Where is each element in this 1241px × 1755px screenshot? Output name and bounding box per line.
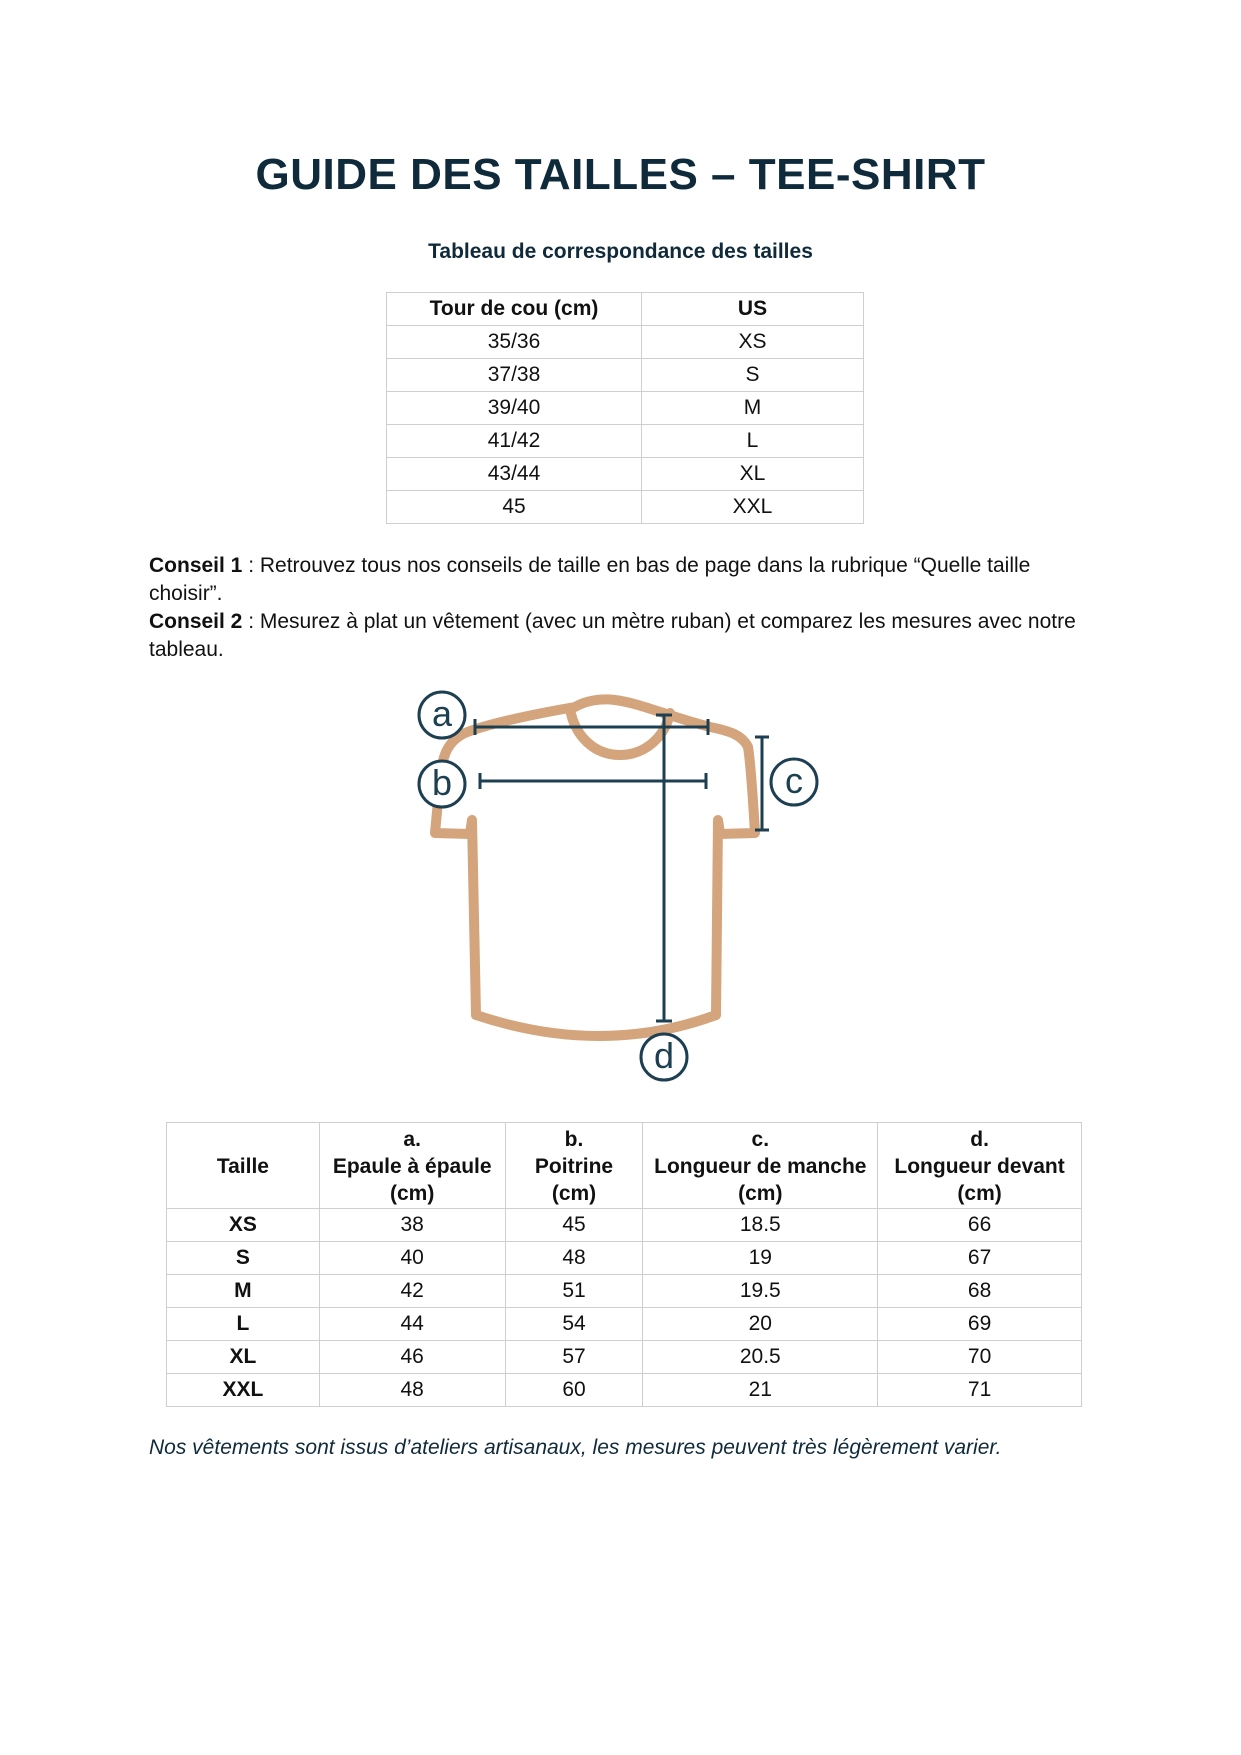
header-unit: (cm) <box>390 1182 435 1205</box>
table-row <box>167 1242 1082 1275</box>
artisanal-note: Nos vêtements sont issus d’ateliers artisanaux, les mesures peuvent très légèrement varier. <box>149 1436 1002 1459</box>
table-cell: 68 <box>878 1275 1082 1308</box>
table-cell: 35/36 <box>387 326 642 359</box>
table-cell: 20.5 <box>643 1341 878 1374</box>
table-cell: 57 <box>505 1341 643 1374</box>
table-cell: 71 <box>878 1374 1082 1407</box>
advice-2 <box>149 608 1089 664</box>
size-cell: XL <box>167 1341 320 1374</box>
tshirt-outline <box>435 699 755 1036</box>
size-cell: S <box>167 1242 320 1275</box>
table-cell: 67 <box>878 1242 1082 1275</box>
table-row <box>167 1275 1082 1308</box>
column-header: US <box>642 293 864 326</box>
size-cell: XS <box>167 1209 320 1242</box>
column-header-size <box>167 1123 320 1209</box>
table-cell: 45 <box>505 1209 643 1242</box>
size-correspondence-table <box>386 292 864 524</box>
table-cell: 51 <box>505 1275 643 1308</box>
header-name: Epaule à épaule <box>332 1155 492 1178</box>
advice-label: Conseil 1 <box>149 554 243 577</box>
table-cell: 18.5 <box>643 1209 878 1242</box>
tshirt-measurement-diagram <box>410 685 830 1105</box>
header-name: Longueur devant <box>894 1155 1065 1178</box>
tshirt-collar <box>570 709 670 755</box>
table-cell: 48 <box>319 1374 505 1407</box>
table-row <box>387 392 864 425</box>
table-cell: 41/42 <box>387 425 642 458</box>
table-cell: 44 <box>319 1308 505 1341</box>
table-cell: M <box>642 392 864 425</box>
table-cell: L <box>642 425 864 458</box>
table-row <box>387 425 864 458</box>
table-cell: 19.5 <box>643 1275 878 1308</box>
column-header-a <box>319 1123 505 1209</box>
header-letter: c. <box>751 1128 770 1151</box>
label-c: c <box>785 760 803 801</box>
table-cell: 46 <box>319 1341 505 1374</box>
measurements-table <box>166 1122 1082 1407</box>
header-letter: a. <box>403 1128 421 1151</box>
size-cell: L <box>167 1308 320 1341</box>
page-title: GUIDE DES TAILLES – TEE-SHIRT <box>255 150 986 199</box>
correspondence-table-title: Tableau de correspondance des tailles <box>428 240 813 263</box>
header-unit: (cm) <box>957 1182 1002 1205</box>
table-row <box>387 326 864 359</box>
table-cell: 69 <box>878 1308 1082 1341</box>
table-cell: 20 <box>643 1308 878 1341</box>
header-name: Taille <box>216 1155 269 1178</box>
table-cell: 66 <box>878 1209 1082 1242</box>
table-row <box>387 458 864 491</box>
advice-text: : Retrouvez tous nos conseils de taille en bas de page dans la rubrique “Quelle taille choisir”. <box>149 554 1031 605</box>
table-row <box>167 1341 1082 1374</box>
header-name: Longueur de manche <box>654 1155 867 1178</box>
table-row <box>167 1374 1082 1407</box>
table-row <box>167 1308 1082 1341</box>
label-d: d <box>653 1035 675 1076</box>
advice-text: : Mesurez à plat un vêtement (avec un mètre ruban) et comparez les mesures avec notre tableau. <box>149 610 1076 661</box>
header-unit: (cm) <box>738 1182 783 1205</box>
header-name: Poitrine <box>534 1155 614 1178</box>
table-cell: XXL <box>642 491 864 524</box>
column-header-b <box>505 1123 643 1209</box>
table-cell: 45 <box>387 491 642 524</box>
header-unit: (cm) <box>551 1182 597 1205</box>
label-b: b <box>431 762 453 803</box>
table-cell: 70 <box>878 1341 1082 1374</box>
table-cell: S <box>642 359 864 392</box>
measurement-lines <box>475 715 769 1021</box>
table-row <box>387 491 864 524</box>
table-cell: 37/38 <box>387 359 642 392</box>
label-a: a <box>431 693 453 734</box>
table-row <box>387 359 864 392</box>
column-header-d <box>878 1123 1082 1209</box>
table-cell: 39/40 <box>387 392 642 425</box>
table-cell: 54 <box>505 1308 643 1341</box>
table-cell: 43/44 <box>387 458 642 491</box>
table-cell: 38 <box>319 1209 505 1242</box>
table-cell: 60 <box>505 1374 643 1407</box>
table-cell: 21 <box>643 1374 878 1407</box>
size-cell: M <box>167 1275 320 1308</box>
table-cell: 42 <box>319 1275 505 1308</box>
table-cell: XS <box>642 326 864 359</box>
size-cell: XXL <box>167 1374 320 1407</box>
table-header-row <box>387 293 864 326</box>
header-letter: d. <box>970 1128 989 1151</box>
table-cell: 19 <box>643 1242 878 1275</box>
header-letter: b. <box>564 1128 584 1151</box>
table-cell: 48 <box>505 1242 643 1275</box>
table-header-row <box>167 1123 1082 1209</box>
column-header-c <box>643 1123 878 1209</box>
table-cell: XL <box>642 458 864 491</box>
table-row <box>167 1209 1082 1242</box>
advice-1 <box>149 552 1089 608</box>
table-cell: 40 <box>319 1242 505 1275</box>
advice-label: Conseil 2 <box>149 610 243 633</box>
column-header: Tour de cou (cm) <box>387 293 642 326</box>
